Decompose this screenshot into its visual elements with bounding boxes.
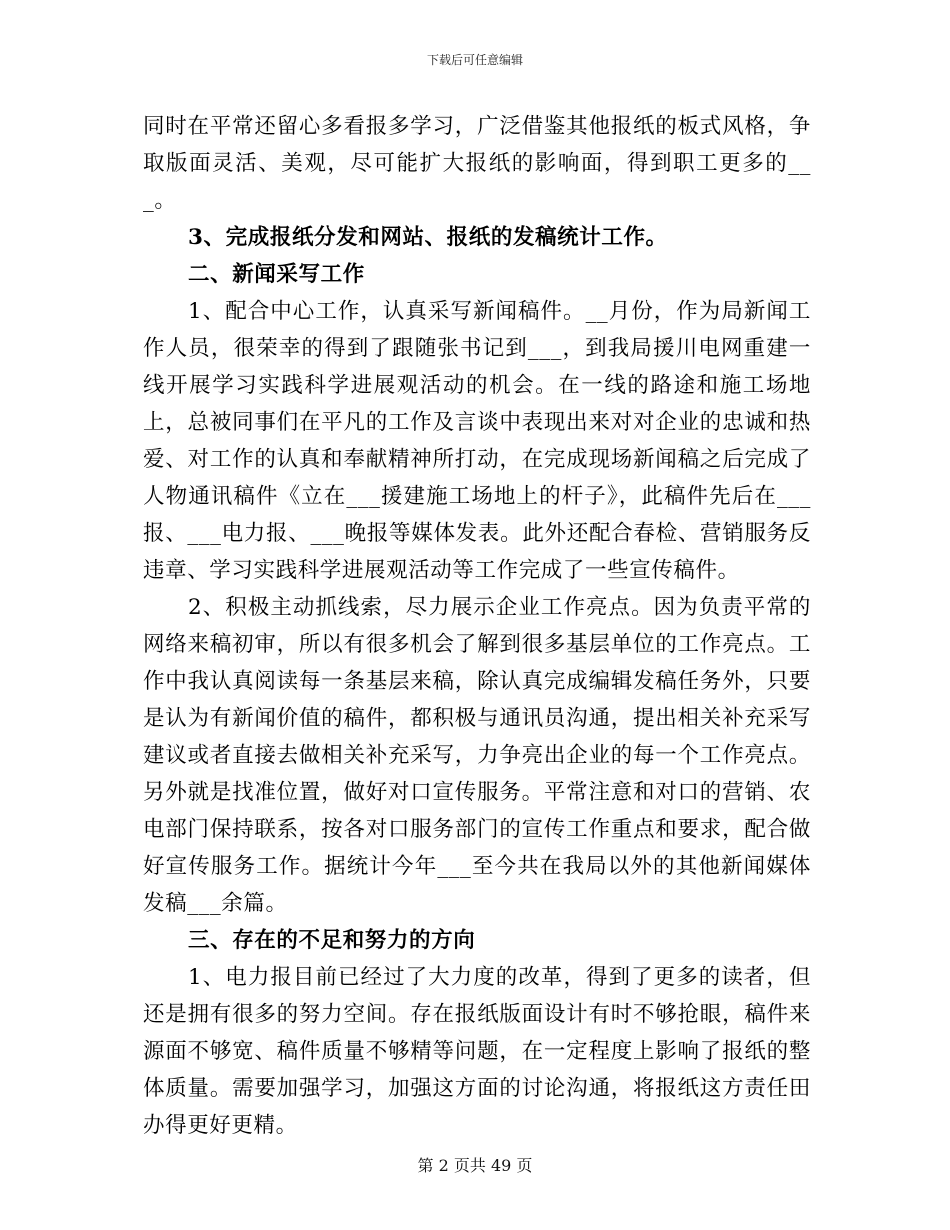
page-header: 下载后可任意编辑 [426,53,523,67]
section-heading-2: 二、新闻采写工作 [188,262,365,287]
item-heading-3: 3、完成报纸分发和网站、报纸的发稿统计工作。 [188,225,668,250]
page-number: 第 2 页共 49 页 [417,1156,533,1175]
paragraph-shortcoming-item-1: 1、电力报目前已经过了大力度的改革，得到了更多的读者，但还是拥有很多的努力空间。存在报纸版面设计有时不够抢眼，稿件来源面不够宽、稿件质量不够精等问题，在一定程度上影响了报纸的整体质量。需要加强学习，加强这方面的讨论沟通，将报纸这方责任田办得更好更精。 [143,965,811,1138]
document-body [143,108,811,1144]
section-heading-3: 三、存在的不足和努力的方向 [188,928,476,953]
paragraph-news-item-1: 1、配合中心工作，认真采写新闻稿件。__月份，作为局新闻工作人员，很荣幸的得到了跟随张书记到___，到我局援川电网重建一线开展学习实践科学进展观活动的机会。在一线的路途和施工场地上，总被同事们在平凡的工作及言谈中表现出来对对企业的忠诚和热爱、对工作的认真和奉献精神所打动，在完成现场新闻稿之后完成了人物通讯稿件《立在___援建施工场地上的杆子》，此稿件先后在___报、___电力报、___晚报等媒体发表。此外还配合春检、营销服务反违章、学习实践科学进展观活动等工作完成了一些宣传稿件。 [143,299,811,583]
paragraph-news-item-2: 2、积极主动抓线索，尽力展示企业工作亮点。因为负责平常的网络来稿初审，所以有很多机会了解到很多基层单位的工作亮点。工作中我认真阅读每一条基层来稿，除认真完成编辑发稿任务外，只要是认为有新闻价值的稿件，都积极与通讯员沟通，提出相关补充采写建议或者直接去做相关补充采写，力争亮出企业的每一个工作亮点。另外就是找准位置，做好对口宣传服务。平常注意和对口的营销、农电部门保持联系，按各对口服务部门的宣传工作重点和要求，配合做好宣传服务工作。据统计今年___至今共在我局以外的其他新闻媒体发稿___余篇。 [143,595,811,916]
paragraph-continuation: 同时在平常还留心多看报多学习，广泛借鉴其他报纸的板式风格，争取版面灵活、美观，尽可能扩大报纸的影响面，得到职工更多的___。 [143,114,811,213]
